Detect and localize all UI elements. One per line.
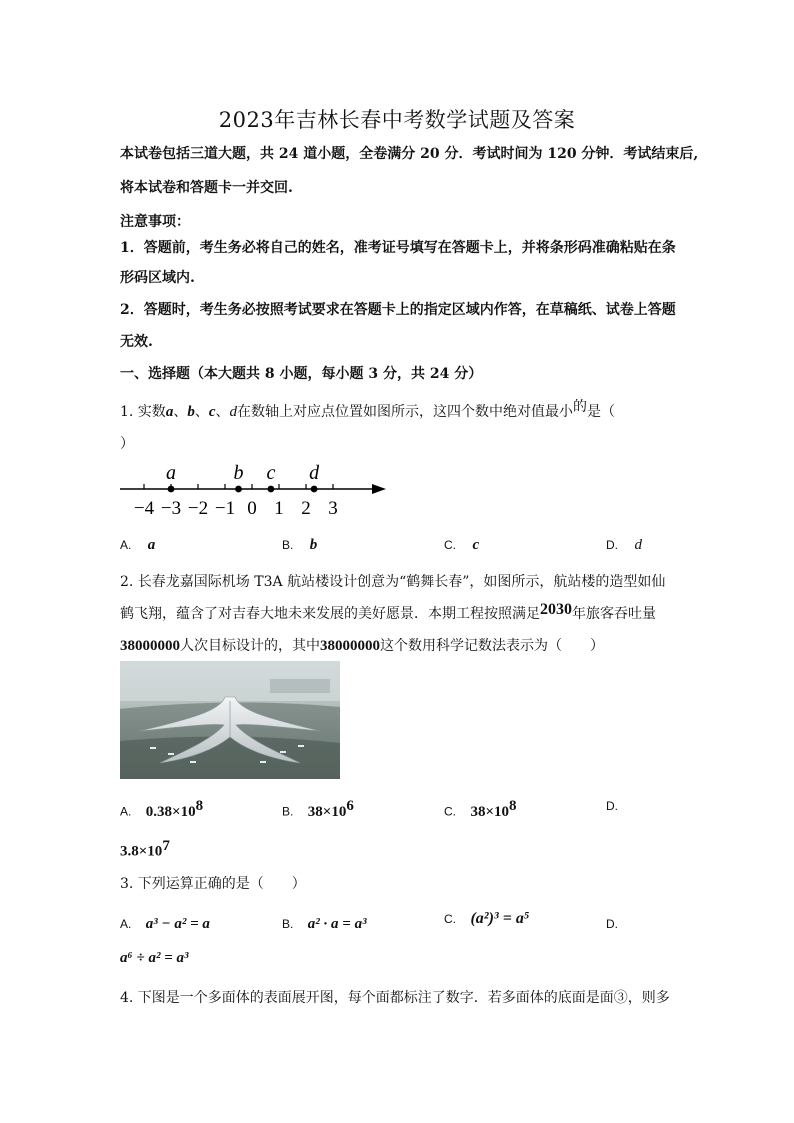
- q2-option-c[interactable]: [444, 798, 517, 821]
- option-exponent: 7: [162, 838, 170, 854]
- q1-option-c[interactable]: [444, 537, 479, 554]
- option-exponent: 8: [509, 798, 517, 814]
- number-line-tick-label: 2: [301, 498, 311, 519]
- number-line-point-label: c: [266, 462, 276, 484]
- option-base: 38×10: [307, 803, 347, 820]
- q1-text-a: 1. 实数: [120, 404, 166, 420]
- q1-option-d[interactable]: [606, 537, 642, 554]
- q1-var-d: d: [229, 404, 237, 420]
- option-label: A.: [120, 538, 132, 552]
- option-label: D.: [606, 917, 618, 931]
- q1-sep-3: 、: [215, 404, 230, 420]
- notes-heading: 注意事项：: [120, 214, 190, 230]
- number-line-point: [235, 486, 242, 493]
- q2-number: 38000000: [120, 638, 180, 654]
- q1-option-b[interactable]: [282, 537, 317, 554]
- question-2-line-3: [120, 636, 680, 656]
- q2-number-2: 38000000: [320, 638, 380, 654]
- option-label: B.: [282, 917, 294, 931]
- q1-sep-2: 、: [194, 404, 209, 420]
- note-2-line-2: 无效.: [120, 334, 153, 350]
- note-1-line-2: 形码区域内.: [120, 270, 195, 286]
- q1-text-de: 的: [572, 399, 587, 415]
- number-line-tick-label: −2: [187, 498, 209, 519]
- q2-option-b[interactable]: [282, 798, 354, 821]
- option-base: 3.8×10: [120, 843, 163, 860]
- option-value: d: [634, 537, 642, 553]
- option-expression: a⁶ ÷ a² = a³: [120, 950, 189, 966]
- option-base: 0.38×10: [145, 803, 196, 820]
- option-value: a: [147, 537, 156, 553]
- q3-option-d[interactable]: [606, 916, 618, 932]
- q1-var-a: a: [165, 404, 174, 420]
- question-3-text: 3. 下列运算正确的是（ ）: [120, 876, 306, 892]
- option-label: D.: [606, 799, 618, 813]
- q1-close-paren: ）: [120, 436, 134, 452]
- q2-option-d-value[interactable]: [120, 838, 170, 861]
- option-expression: a² · a = a³: [307, 916, 367, 932]
- q1-text-c: 是（: [586, 404, 615, 420]
- option-base: 38×10: [470, 803, 510, 820]
- option-expression: (a²)³ = a⁵: [470, 910, 530, 927]
- number-line-point-label: b: [233, 462, 244, 484]
- number-line-arrow: [372, 484, 386, 494]
- option-value: c: [472, 537, 480, 553]
- number-line-figure: [118, 458, 388, 522]
- q1-var-c: c: [208, 404, 216, 420]
- q2-option-d[interactable]: [606, 798, 618, 814]
- number-line-point: [168, 486, 175, 493]
- option-label: C.: [444, 804, 456, 819]
- q1-text-b: 在数轴上对应点位置如图所示，这四个数中绝对值最小: [236, 404, 573, 420]
- option-label: C.: [444, 538, 456, 552]
- question-4-text: 4. 下图是一个多面体的表面展开图，每个面都标注了数字．若多面体的底面是面③，则多: [120, 990, 670, 1006]
- intro-line-1: 本试卷包括三道大题，共 24 道小题，全卷满分 20 分．考试时间为 120 分钟．考试结束后,: [120, 146, 699, 162]
- note-2-line-1: 2．答题时，考生务必按照考试要求在答题卡上的指定区域内作答，在草稿纸、试卷上答题: [120, 302, 676, 318]
- question-2-line-2: [120, 601, 680, 624]
- q3-option-a[interactable]: [120, 916, 210, 933]
- number-line-tick-label: 3: [328, 498, 338, 519]
- section-1-heading: 一、选择题（本大题共 8 小题，每小题 3 分，共 24 分）: [120, 366, 483, 382]
- option-label: A.: [120, 917, 132, 931]
- number-line-point-label: d: [309, 462, 320, 484]
- q2-line2-a: 鹤飞翔，蕴含了对吉春大地未来发展的美好愿景．本期工程按照满足: [120, 606, 540, 622]
- q3-option-c[interactable]: [444, 910, 529, 928]
- option-exponent: 6: [346, 798, 354, 814]
- q2-line3-b: 这个数用科学记数法表示为（ ）: [380, 638, 604, 654]
- q1-option-a[interactable]: [120, 537, 155, 554]
- q2-year: 2030: [540, 601, 572, 618]
- q2-line3-a: 人次目标设计的，其中: [180, 638, 320, 654]
- option-label: A.: [120, 804, 132, 819]
- q1-sep-1: 、: [173, 404, 188, 420]
- q3-option-b[interactable]: [282, 916, 367, 933]
- option-label: B.: [282, 538, 294, 552]
- number-line-tick-label: −4: [133, 498, 155, 519]
- option-exponent: 8: [195, 798, 204, 814]
- page-title: 2023年吉林长春中考数学试题及答案: [218, 108, 576, 132]
- q2-line2-b: 年旅客吞吐量: [572, 606, 656, 622]
- number-line-point-label: a: [166, 462, 176, 484]
- number-line-tick-label: 0: [247, 498, 257, 519]
- question-2-line-1: 2. 长春龙嘉国际机场 T3A 航站楼设计创意为“鹤舞长春”，如图所示，航站楼的造型如仙: [120, 574, 666, 590]
- number-line-point: [311, 486, 318, 493]
- option-label: C.: [444, 912, 456, 926]
- option-value: b: [309, 537, 318, 553]
- option-label: D.: [606, 538, 618, 552]
- option-expression: a³ − a² = a: [145, 916, 210, 932]
- q3-option-d-value[interactable]: [120, 950, 189, 967]
- question-1-text: [120, 399, 680, 422]
- option-label: B.: [282, 804, 294, 819]
- q1-var-b: b: [187, 404, 195, 420]
- airport-terminal-photo: [120, 661, 340, 779]
- intro-line-2: 将本试卷和答题卡一并交回.: [120, 180, 293, 196]
- number-line-point: [268, 486, 275, 493]
- number-line-tick-label: −1: [214, 498, 236, 519]
- note-1-line-1: 1．答题前，考生务必将自己的姓名，准考证号填写在答题卡上，并将条形码准确粘贴在条: [120, 240, 676, 256]
- number-line-tick-label: −3: [160, 498, 182, 519]
- number-line-tick-label: 1: [274, 498, 284, 519]
- q2-option-a[interactable]: [120, 798, 203, 821]
